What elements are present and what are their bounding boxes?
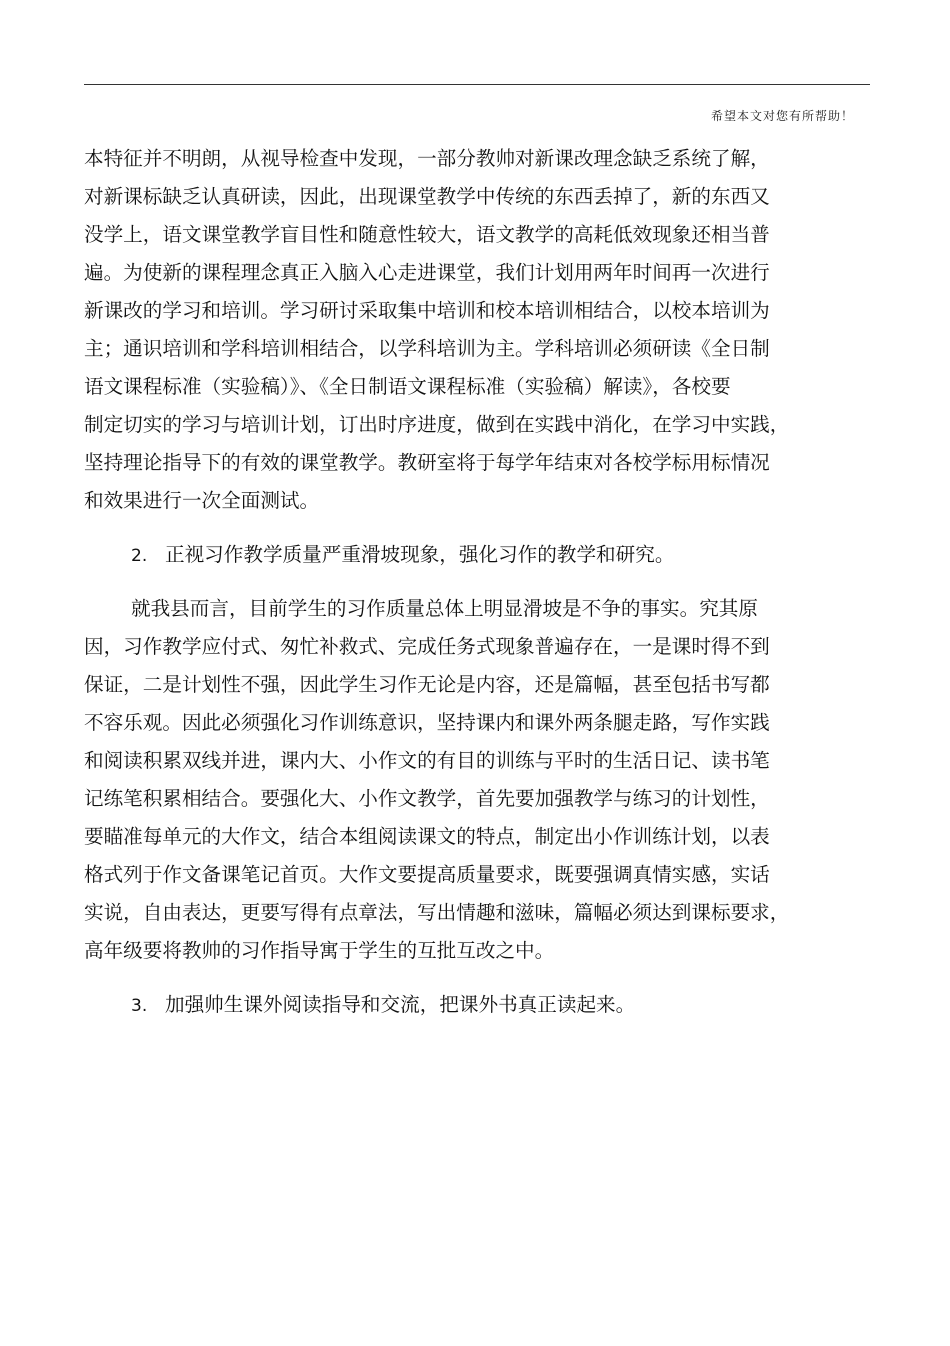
section-number: 3. bbox=[131, 996, 148, 1016]
section-title: 加强帅生课外阅读指导和交流，把课外书真正读起来。 bbox=[165, 993, 636, 1016]
paragraph-line: 保证，二是计划性不强，因此学生习作无论是内容，还是篇幅，甚至包括书写都 bbox=[84, 673, 770, 696]
paragraph-line: 遍。为使新的课程理念真正入脑入心走进课堂，我们计划用两年时间再一次进行 bbox=[84, 261, 770, 284]
section-heading-2 bbox=[84, 536, 870, 574]
paragraph-line: 对新课标缺乏认真研读，因此，出现课堂教学中传统的东西丢掉了，新的东西又 bbox=[84, 185, 770, 208]
paragraph-line: 新课改的学习和培训。学习研讨采取集中培训和校本培训相结合，以校本培训为 bbox=[84, 299, 770, 322]
paragraph-line: 制定切实的学习与培训计划，订出时序进度，做到在实践中消化，在学习中实践， bbox=[84, 413, 790, 436]
paragraph-line: 实说，自由表达，更要写得有点章法，写出情趣和滋味，篇幅必须达到课标要求， bbox=[84, 901, 790, 924]
section-title: 正视习作教学质量严重滑坡现象，强化习作的教学和研究。 bbox=[165, 543, 675, 566]
paragraph-gap bbox=[84, 970, 870, 986]
paragraph-line: 本特征并不明朗，从视导检查中发现，一部分教帅对新课改理念缺乏系统了解， bbox=[84, 147, 770, 170]
document-body bbox=[84, 140, 870, 1024]
paragraph-line: 就我县而言，目前学生的习作质量总体上明显滑坡是不争的事实。究其原 bbox=[131, 597, 758, 620]
header-rule bbox=[84, 84, 870, 85]
paragraph-line: 高年级要将教帅的习作指导寓于学生的互批互改之中。 bbox=[84, 939, 555, 962]
paragraph-line: 坚持理论指导下的有效的课堂教学。教研室将于每学年结束对各校学标用标情况 bbox=[84, 451, 770, 474]
section-number: 2. bbox=[131, 546, 148, 566]
section-heading-3 bbox=[84, 986, 870, 1024]
paragraph-line: 没学上，语文课堂教学盲目性和随意性较大，语文教学的高耗低效现象还相当普 bbox=[84, 223, 770, 246]
paragraph-line: 主；通识培训和学科培训相结合，以学科培训为主。学科培训必须研读《全日制 bbox=[84, 337, 770, 360]
paragraph-2 bbox=[84, 590, 870, 970]
paragraph-gap bbox=[84, 574, 870, 590]
paragraph-line: 和阅读积累双线并进，课内大、小作文的有目的训练与平时的生活日记、读书笔 bbox=[84, 749, 770, 772]
paragraph-1 bbox=[84, 140, 870, 520]
paragraph-line: 语文课程标准（实验稿）》、《全日制语文课程标准（实验稿）解读》，各校要 bbox=[84, 375, 731, 398]
paragraph-line: 要瞄准每单元的大作文，结合本组阅读课文的特点，制定出小作训练计划，以表 bbox=[84, 825, 770, 848]
paragraph-line: 格式列于作文备课笔记首页。大作文要提高质量要求，既要强调真情实感，实话 bbox=[84, 863, 770, 886]
paragraph-gap bbox=[84, 520, 870, 536]
paragraph-line: 因，习作教学应付式、匆忙补救式、完成任务式现象普遍存在，一是课时得不到 bbox=[84, 635, 770, 658]
paragraph-line: 和效果进行一次全面测试。 bbox=[84, 489, 320, 512]
paragraph-line: 不容乐观。因此必须强化习作训练意识，坚持课内和课外两条腿走路，写作实践 bbox=[84, 711, 770, 734]
paragraph-line: 记练笔积累相结合。要强化大、小作文教学，首先要加强教学与练习的计划性， bbox=[84, 787, 770, 810]
header-note: 希望本文对您有所帮助！ bbox=[710, 109, 854, 123]
